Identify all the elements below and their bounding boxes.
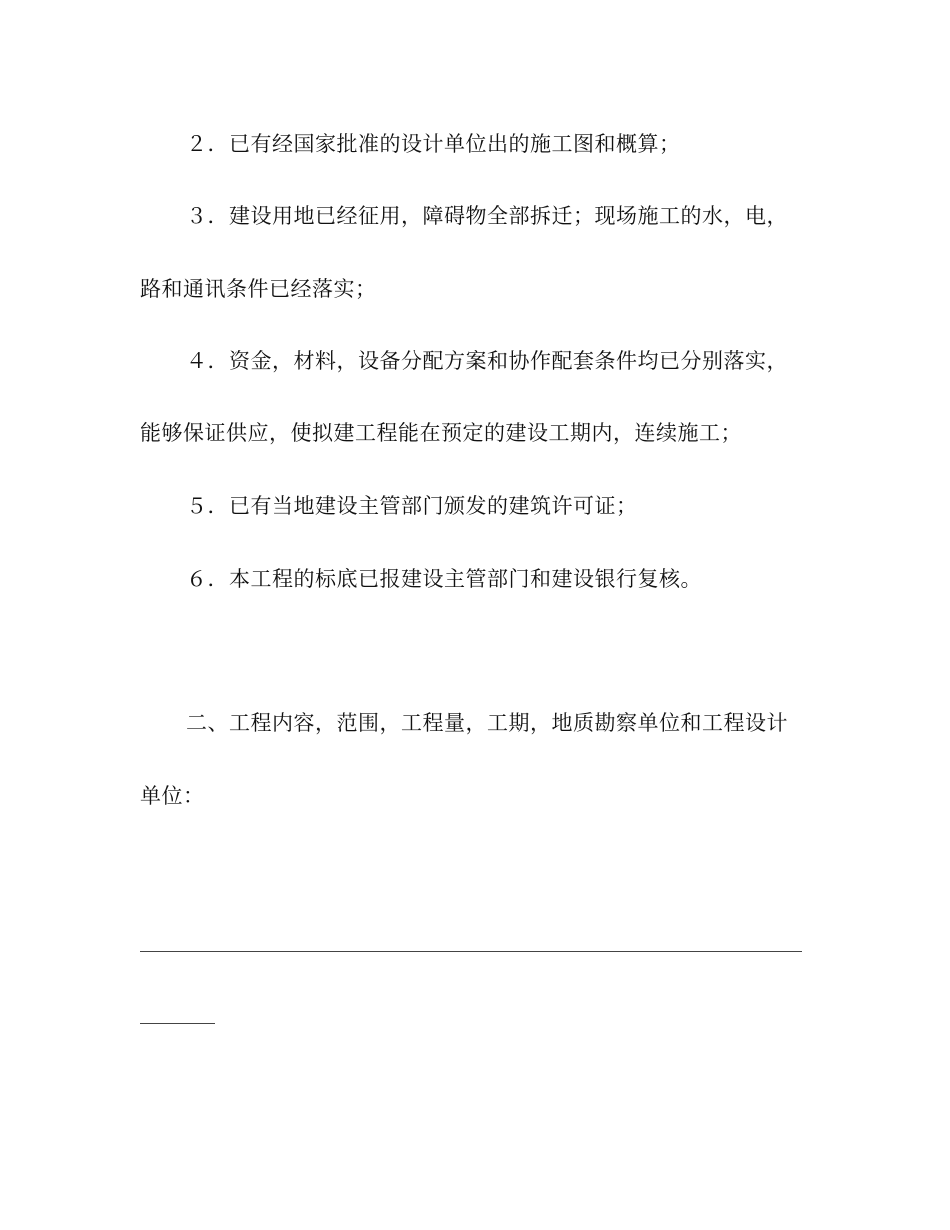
fill-in-blank-line-end — [140, 1023, 215, 1024]
section-2-heading: 二、工程内容，范围，工程量，工期，地质勘察单位和工程设计 — [186, 711, 788, 735]
item-3-text: ３．建设用地已经征用，障碍物全部拆迁；现场施工的水，电， — [186, 204, 788, 228]
fill-in-blank-line — [140, 951, 802, 952]
item-5-text: ５．已有当地建设主管部门颁发的建筑许可证； — [186, 494, 638, 518]
item-4-text: ４．资金，材料，设备分配方案和协作配套条件均已分别落实， — [186, 349, 788, 373]
item-2-text: ２．已有经国家批准的设计单位出的施工图和概算； — [186, 132, 681, 156]
section-2-heading-continuation: 单位： — [140, 784, 205, 808]
item-4-continuation: 能够保证供应，使拟建工程能在预定的建设工期内，连续施工； — [140, 421, 742, 445]
item-3-continuation: 路和通讯条件已经落实； — [140, 277, 377, 301]
item-6-text: ６．本工程的标底已报建设主管部门和建设银行复核。 — [186, 567, 702, 591]
